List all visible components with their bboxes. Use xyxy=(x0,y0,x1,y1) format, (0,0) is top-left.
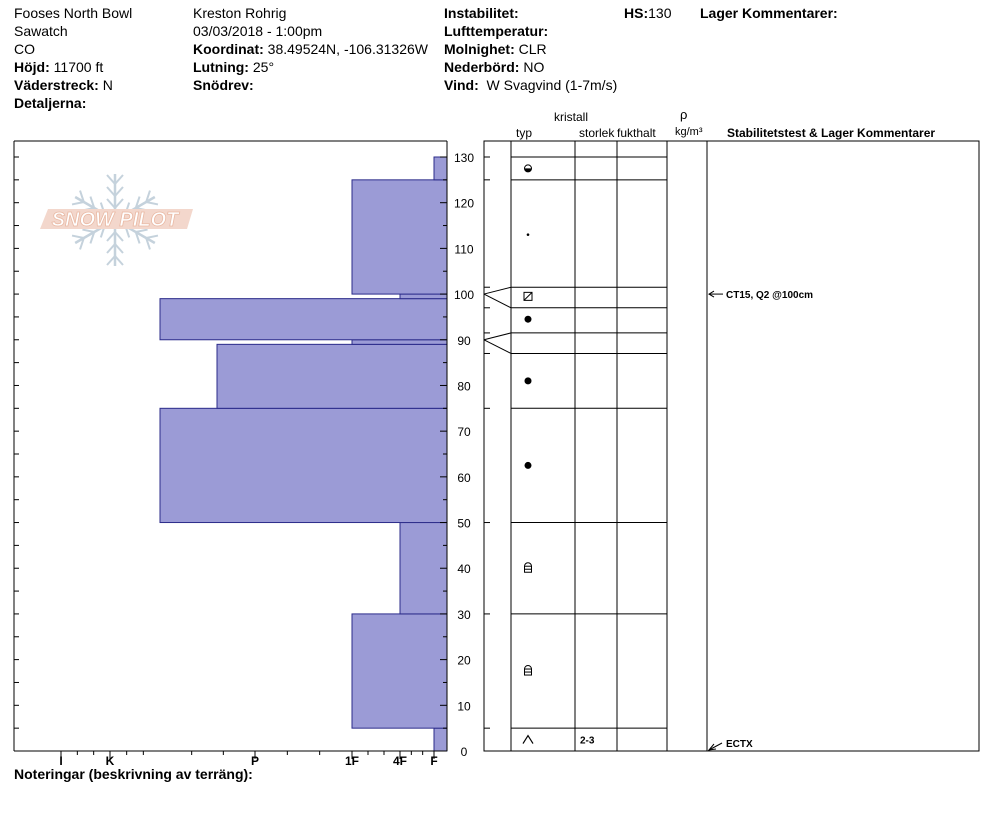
grain-depth-hoar-icon xyxy=(523,736,533,744)
hardness-bar xyxy=(400,294,447,299)
datetime: 03/03/2018 - 1:00pm xyxy=(193,23,323,39)
rho-header: ρ xyxy=(680,107,688,122)
grain-small-dot-icon xyxy=(527,233,530,236)
hardness-tick-label: K xyxy=(105,754,115,768)
hardness-tick-label: 1F xyxy=(344,754,360,768)
stability-tests xyxy=(709,290,813,750)
hardness-bar xyxy=(352,180,447,294)
hardness-bar xyxy=(400,523,447,614)
height-tick-label: 60 xyxy=(457,470,471,485)
height-tick-label: 40 xyxy=(457,562,471,577)
hardness-tick-label: I xyxy=(59,754,63,768)
hardness-tick-label: 4F xyxy=(392,754,408,768)
range: Sawatch xyxy=(14,23,68,39)
moisture-header: fukthalt xyxy=(617,126,656,140)
height-tick-label: 120 xyxy=(453,196,475,211)
hardness-bar xyxy=(434,157,447,180)
hardness-bar xyxy=(434,728,447,751)
height-tick-label: 80 xyxy=(457,379,471,394)
column-headers xyxy=(516,107,935,140)
airtemp-label: Lufttemperatur: xyxy=(444,23,549,39)
stability-test xyxy=(709,290,813,301)
observer: Kreston Rohrig xyxy=(193,5,287,21)
grain-melt-freeze-crust-icon xyxy=(524,292,532,300)
clouds-value: CLR xyxy=(518,41,547,57)
clouds-label: Molnighet: xyxy=(444,41,515,57)
snowpilot-logo xyxy=(40,174,193,266)
height-tick-label: 130 xyxy=(453,151,475,165)
instability-label: Instabilitet: xyxy=(444,5,519,21)
height-tick-label: 70 xyxy=(457,425,471,440)
grain-rounded-icon xyxy=(525,462,532,469)
grain-rounded-faceted-icon xyxy=(525,165,532,172)
grain-size-label: 2-3 xyxy=(580,735,595,747)
elevation-value: 11700 ft xyxy=(53,59,104,75)
stability-test xyxy=(709,739,753,750)
crystal-header: kristall xyxy=(554,110,589,124)
hardness-bar xyxy=(160,299,447,340)
density-unit-header: kg/m³ xyxy=(675,126,703,138)
bracket-line xyxy=(484,287,511,294)
wind-label: Vind: xyxy=(444,77,479,93)
grain-faceted-rounded-icon xyxy=(525,666,532,676)
hs-label: HS: xyxy=(624,5,649,21)
slope-value: 25° xyxy=(252,59,275,75)
grain-faceted-rounded-icon xyxy=(525,563,532,573)
grain-rounded-icon xyxy=(525,377,532,384)
height-tick-label: 0 xyxy=(460,745,468,759)
height-tick-label: 10 xyxy=(457,699,471,714)
height-tick-label: 50 xyxy=(457,516,471,531)
aspect-value: N xyxy=(102,77,113,93)
logo-text: SNOW PILOT xyxy=(51,209,179,231)
location: Fooses North Bowl xyxy=(14,5,133,21)
hardness-tick-label: P xyxy=(250,754,260,768)
grain-symbols xyxy=(523,165,595,747)
wind-value: W Svagvind (1-7m/s) xyxy=(486,77,618,93)
test-result: ECTX xyxy=(726,739,753,750)
bracket-line xyxy=(484,340,511,354)
height-tick-label: 90 xyxy=(457,333,471,348)
stability-header: Stabilitetstest & Lager Kommentarer xyxy=(727,126,936,140)
coord-label: Koordinat: xyxy=(193,41,264,57)
hardness-bar xyxy=(217,344,447,408)
height-tick-label: 100 xyxy=(453,288,475,303)
coord-value: 38.49524N, -106.31326W xyxy=(267,41,428,57)
precip-value: NO xyxy=(523,59,545,75)
notes-label: Noteringar (beskrivning av terräng): xyxy=(14,766,253,782)
test-result: CT15, Q2 @100cm xyxy=(726,290,814,302)
table-frame xyxy=(484,141,979,751)
hardness-bar xyxy=(352,614,447,728)
state: CO xyxy=(14,41,35,57)
height-tick-label: 20 xyxy=(457,653,471,668)
hardness-bar xyxy=(352,340,447,345)
drift-label: Snödrev: xyxy=(193,77,254,93)
bracket-line xyxy=(484,333,511,340)
precip-label: Nederbörd: xyxy=(444,59,520,75)
details-label: Detaljerna: xyxy=(14,95,87,111)
height-tick-label: 110 xyxy=(454,242,474,257)
hardness-profile xyxy=(160,157,447,751)
layer-comments-heading: Lager Kommentarer: xyxy=(700,5,838,21)
grain-rounded-icon xyxy=(525,316,532,323)
aspect-label: Väderstreck: xyxy=(14,77,99,93)
layer-table xyxy=(484,141,979,751)
type-header: typ xyxy=(516,126,533,140)
elevation-label: Höjd: xyxy=(14,59,50,75)
slope-label: Lutning: xyxy=(193,59,249,75)
bracket-line xyxy=(484,294,511,308)
hs-value: 130 xyxy=(648,5,672,21)
height-tick-label: 30 xyxy=(457,607,471,622)
size-header: storlek xyxy=(579,126,615,140)
hardness-bar xyxy=(160,408,447,522)
hardness-tick-label: F xyxy=(430,754,438,768)
